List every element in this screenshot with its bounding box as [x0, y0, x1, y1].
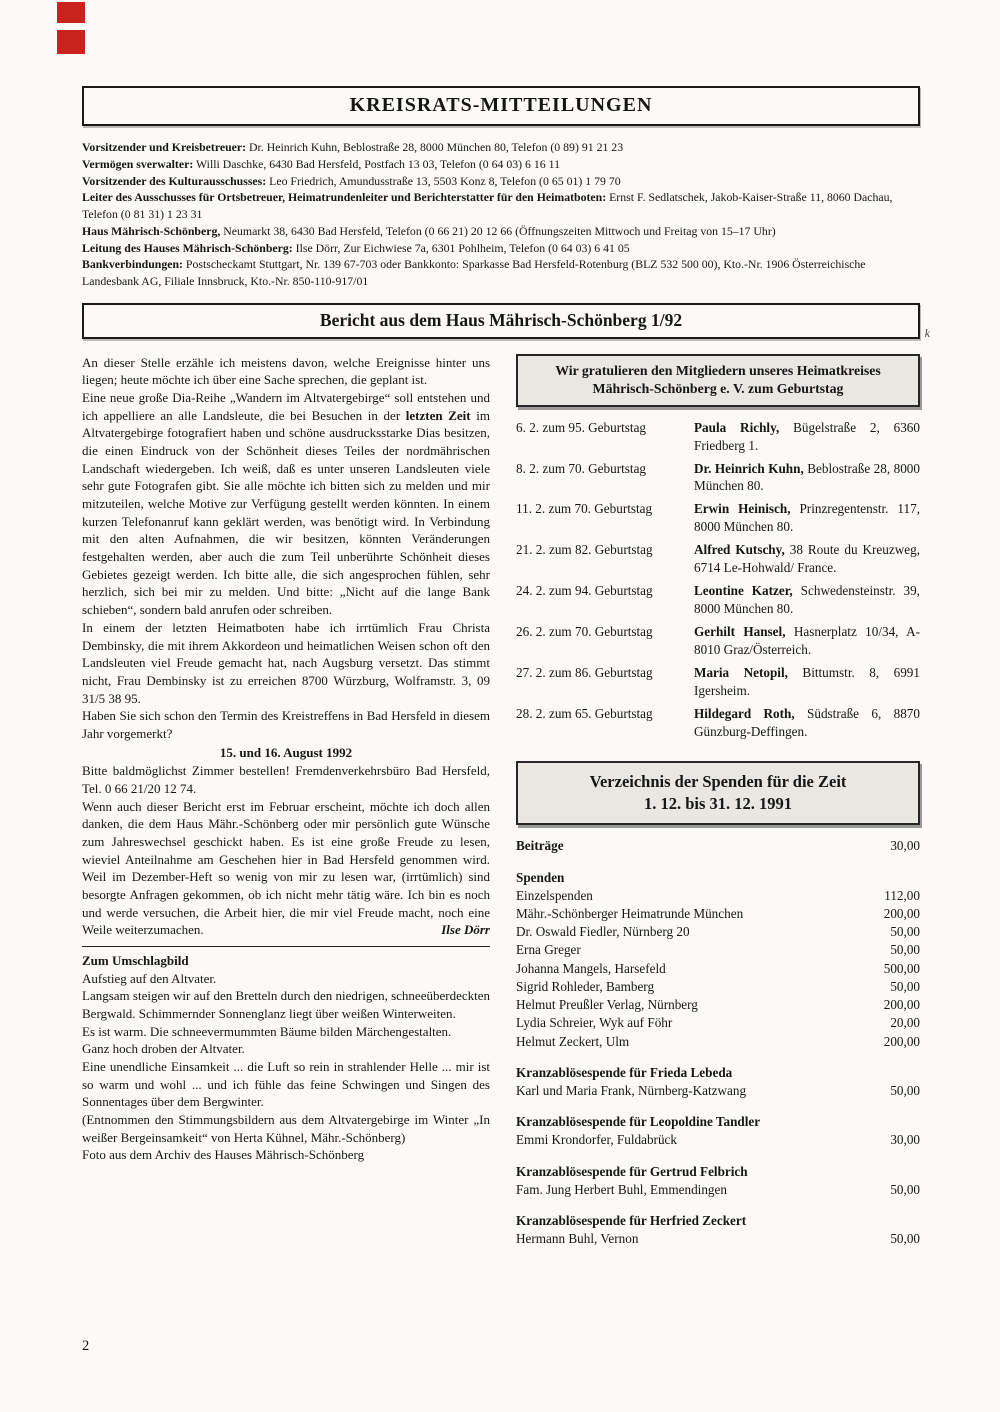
birthday-row [516, 460, 920, 496]
report-column [82, 354, 490, 1164]
donation-name: Lydia Schreier, Wyk auf Föhr [516, 1015, 673, 1031]
donation-box [516, 761, 920, 826]
donation-row [516, 960, 920, 978]
contact-line-label: Bankverbindungen: [82, 257, 183, 272]
paragraph: Ganz hoch droben der Altvater. [82, 1041, 245, 1057]
donation-amount: 50,00 [890, 942, 920, 958]
birthday-title-line2: Mährisch-Schönberg e. V. zum Geburtstag [592, 380, 844, 396]
donation-name: Kranzablösespende für Frieda Lebeda [516, 1064, 733, 1080]
donation-row [516, 1181, 920, 1199]
donation-list [516, 837, 920, 1248]
paragraph: Eine unendliche Einsamkeit ... die Luft so rein in strahlender Helle ... mir ist so warm und wohl ... und ich fühle das feine Schwingen und Singen des Sonnentages über dem Bergwinter. [82, 1058, 490, 1110]
donation-row [516, 923, 920, 941]
contact-line: Vorsitzender des Kulturausschusses: Leo Friedrich, Amundusstraße 13, 5503 Konz 8, Telefon (0 65 01) 1 79 70 [82, 173, 621, 188]
donation-name: Helmut Preußler Verlag, Nürnberg [516, 997, 698, 1013]
contact-line-label: Vorsitzender des Kulturausschusses: [82, 173, 267, 188]
paragraph: Aufstieg auf den Altvater. [82, 970, 217, 986]
birthday-row [516, 500, 920, 536]
birthday-info: Gerhilt Hansel, Hasnerplatz 10/34, A-8010 Graz/Österreich. [694, 624, 921, 658]
donation-name: Johanna Mangels, Harsefeld [516, 960, 666, 976]
donation-name: Fam. Jung Herbert Buhl, Emmendingen [516, 1181, 727, 1197]
birthday-date: 6. 2. zum 95. Geburtstag [516, 419, 647, 435]
paragraph: Wenn auch dieser Bericht erst im Februar erscheint, möchte ich doch allen danken, die dem Haus Mähr.-Schönberg oder mir persönlich gute Wünsche zum Jahreswechsel geschickt haben. Es ist eine große Freude zu lesen, wieviel Anteilnahme am Geschehen hier in Bad Hersfeld genommen wird. Weil im Dezember-Heft so wenig von mir zu lesen war, (irrtümlich) sind besorgte Anfragen gekommen, ob ich nicht mehr tätig wäre. Ich bin es noch und werde versuchen, die Arbeit hier, die mir viel Freude macht, noch eine Weile weiterzumachen. [82, 798, 490, 938]
contact-line-label: Leitung des Hauses Mährisch-Schönberg: [82, 240, 293, 255]
birthday-row [516, 664, 920, 700]
red-registration-mark [57, 30, 85, 54]
contact-line-label: Leiter des Ausschusses für Ortsbetreuer, Heimatrundenleiter und Berichterstatter für den Heimatboten: [82, 190, 607, 205]
birthday-date: 8. 2. zum 70. Geburtstag [516, 460, 647, 476]
paragraph: Bitte baldmöglichst Zimmer bestellen! Fremdenverkehrsbüro Bad Hersfeld, Tel. 0 66 21/20 12 74. [82, 763, 490, 796]
donation-name: Mähr.-Schönberger Heimatrunde München [516, 906, 744, 922]
red-registration-mark [57, 2, 85, 23]
section-heading: Zum Umschlagbild [82, 952, 189, 968]
date-highlight: 15. und 16. August 1992 [219, 744, 353, 760]
donation-name: Kranzablösespende für Gertrud Felbrich [516, 1163, 748, 1179]
paragraph [82, 389, 490, 619]
donation-amount: 50,00 [890, 924, 920, 940]
list-spacer [516, 1100, 920, 1113]
donation-amount: 50,00 [890, 1181, 920, 1197]
paragraph: Langsam steigen wir auf den Bretteln durch den niedrigen, schneeüberdeckten Bergwald. Schimmernder Sonnenglanz liegt über weißen Winterweiten. [82, 988, 490, 1021]
donation-amount: 500,00 [883, 960, 920, 976]
donation-row [516, 905, 920, 923]
birthday-info: Paula Richly, Bügelstraße 2, 6360 Friedberg 1. [694, 419, 920, 453]
birthday-name: Alfred Kutschy, [694, 542, 785, 558]
paragraph: Haben Sie sich schon den Termin des Kreistreffens in Bad Hersfeld in diesem Jahr vorgemerkt? [82, 708, 490, 741]
donation-row [516, 1163, 920, 1181]
donation-row [516, 996, 920, 1014]
contact-line: Haus Mährisch-Schönberg, Neumarkt 38, 6430 Bad Hersfeld, Telefon (0 66 21) 20 12 66 (Öffnungszeiten Mittwoch und Freitag von 15–17 Uhr) [82, 223, 776, 238]
birthday-row [516, 705, 920, 741]
report-title-box [82, 303, 920, 339]
contact-line: Leitung des Hauses Mährisch-Schönberg: Ilse Dörr, Zur Eichwiese 7a, 6301 Pohlheim, Telefon (0 64 03) 6 41 05 [82, 240, 630, 255]
birthday-name: Maria Netopil, [694, 665, 788, 681]
donation-name: Kranzablösespende für Herfried Zeckert [516, 1213, 747, 1229]
birthday-info: Leontine Katzer, Schwedensteinstr. 39, 8000 München 80. [694, 583, 920, 617]
birthday-list [516, 419, 920, 741]
donation-name: Kranzablösespende für Leopoldine Tandler [516, 1114, 761, 1130]
page-content [82, 86, 920, 1249]
page-number: 2 [82, 1338, 90, 1354]
contact-line: Leiter des Ausschusses für Ortsbetreuer, Heimatrundenleiter und Berichterstatter für den Heimatboten: Ernst F. Sedlatschek, Jakob-Kaiser-Straße 11, 8060 Dachau, Telefon (0 81 31) 1 23 31 [82, 190, 893, 221]
donation-row [516, 1212, 920, 1230]
masthead-box [82, 86, 920, 126]
birthday-row [516, 541, 920, 577]
donation-name: Dr. Oswald Fiedler, Nürnberg 20 [516, 924, 690, 940]
donation-amount: 112,00 [884, 887, 920, 903]
contact-line-label: Haus Mährisch-Schönberg, [82, 223, 221, 238]
masthead-title: KREISRATS-MITTEILUNGEN [349, 94, 653, 116]
signature: Ilse Dörr [433, 922, 490, 937]
donation-name: Hermann Buhl, Vernon [516, 1231, 639, 1247]
right-column [516, 354, 920, 1249]
donation-row [516, 1064, 920, 1082]
birthday-date: 24. 2. zum 94. Geburtstag [516, 583, 653, 599]
paragraph: An dieser Stelle erzähle ich meistens davon, welche Ereignisse hinter uns liegen; heute möchte ich über eine Sache sprechen, die geplant ist. [82, 354, 490, 388]
birthday-name: Hildegard Roth, [694, 705, 795, 721]
donation-amount: 50,00 [890, 1083, 920, 1098]
donation-title-line2: 1. 12. bis 31. 12. 1991 [643, 793, 793, 813]
paragraph-text: Eine neue große Dia-Reihe „Wandern im Altvatergebirge“ soll entstehen und ich appelliere an alle Landsleute, die bei Besuchen in der [82, 390, 490, 423]
list-spacer [516, 1051, 920, 1064]
birthday-date: 27. 2. zum 86. Geburtstag [516, 665, 653, 681]
donation-row [516, 978, 920, 996]
birthday-date: 21. 2. zum 82. Geburtstag [516, 542, 653, 558]
donation-amount: 30,00 [890, 1132, 920, 1148]
birthday-name: Paula Richly, [694, 419, 780, 435]
birthday-info: Dr. Heinrich Kuhn, Beblostraße 28, 8000 München 80. [694, 460, 920, 494]
paragraph-text: im Altvatergebirge fotografiert haben und schöne ausdrucksstarke Dias besitzen, die einen Eindruck von der Schönheit dieses Teiles der nordmährischen Landschaft wiedergeben. Ich weiß, daß es unter unseren Landsleuten viele sehr gute Fotografen gibt. Sie alle möchte ich bitten sich zu melden und mir mitzuteilen, welche Motive zur Verfügung gestellt werden könnten. In einem kurzen Telefonanruf kann geklärt werden, was benötigt wird. In Verbindung mit den alten Aufnahmen, die wir besitzen, könnten Veränderungen festgehalten werden, aber auch die zum Teil unberührte Schönheit dieses Gebietes gezeigt werden. Ich bitte alle, die sich angesprochen fühlen, sehr herzlich, sich bei mir zu melden. Und bitte: „Nicht auf die lange Bank schieben“, sondern bald anrufen oder schreiben. [82, 407, 490, 618]
donation-row [516, 1230, 920, 1248]
birthday-name: Leontine Katzer, [694, 583, 793, 599]
birthday-row [516, 582, 920, 618]
stray-ink-mark: k [924, 326, 930, 340]
donation-name: Emmi Krondorfer, Fuldabrück [516, 1132, 677, 1148]
donation-row [516, 869, 920, 887]
donation-amount: 50,00 [890, 1231, 920, 1247]
birthday-box [516, 354, 920, 407]
donation-row [516, 1033, 920, 1051]
donation-amount: 200,00 [883, 906, 920, 922]
donation-amount: 20,00 [890, 1015, 920, 1031]
donation-amount: 30,00 [890, 838, 920, 854]
donation-row [516, 837, 920, 855]
birthday-name: Gerhilt Hansel, [694, 624, 786, 640]
list-spacer [516, 856, 920, 869]
donation-row [516, 887, 920, 905]
birthday-name: Dr. Heinrich Kuhn, [694, 460, 804, 476]
donation-amount: 200,00 [883, 1033, 920, 1049]
two-column-layout [82, 354, 920, 1249]
report-title: Bericht aus dem Haus Mährisch-Schönberg 1/92 [319, 309, 683, 330]
donation-name: Erna Greger [516, 942, 581, 958]
paragraph: (Entnommen den Stimmungsbildern aus dem Altvatergebirge im Winter „In weißer Bergeinsamkeit“ von Herta Kühnel, Mähr.-Schönberg) [82, 1111, 490, 1145]
birthday-date: 28. 2. zum 65. Geburtstag [516, 705, 653, 721]
donation-row [516, 941, 920, 959]
birthday-date: 11. 2. zum 70. Geburtstag [516, 501, 653, 517]
donation-name: Sigrid Rohleder, Bamberg [516, 978, 655, 994]
paragraph: In einem der letzten Heimatboten habe ich irrtümlich Frau Christa Dembinsky, die mit ihrem Akkordeon und heimatlichen Weisen schon oft den Landsleuten viel Freude gemacht hat, nach Augsburg versetzt. Das stimmt nicht, Frau Dembinsky ist zu erreichen 8700 Würzburg, Wolframstr. 3, 09 31/5 38 95. [82, 619, 490, 706]
birthday-name: Erwin Heinisch, [694, 501, 791, 517]
list-spacer [516, 1199, 920, 1212]
donation-name: Beiträge [516, 838, 564, 854]
donation-name: Spenden [516, 869, 565, 885]
emphasis-text: letzten Zeit [405, 407, 471, 423]
donation-row [516, 1082, 920, 1100]
birthday-title-line1: Wir gratulieren den Mitgliedern unseres Heimatkreises [555, 362, 881, 378]
birthday-row [516, 419, 920, 455]
donation-name: Helmut Zeckert, Ulm [516, 1033, 630, 1049]
donation-name: Einzelspenden [516, 887, 593, 903]
contact-line: Bankverbindungen: Postscheckamt Stuttgart, Nr. 139 67-703 oder Bankkonto: Sparkasse Bad Hersfeld-Rotenburg (BLZ 532 500 00), Kto.-Nr. 1906 Österreichische Landesbank AG, Filiale Innsbruck, Kto.-Nr. 850-110-917/01 [82, 257, 866, 288]
contact-line: Vermögen sverwalter: Willi Daschke, 6430 Bad Hersfeld, Postfach 13 03, Telefon (0 64 03) 6 16 11 [82, 156, 561, 171]
birthday-date: 26. 2. zum 70. Geburtstag [516, 624, 653, 640]
donation-amount: 50,00 [890, 978, 920, 994]
birthday-info: Alfred Kutschy, 38 Route du Kreuzweg, 6714 Le-Hohwald/ France. [694, 542, 920, 576]
birthday-info: Maria Netopil, Bittumstr. 8, 6991 Igersheim. [694, 665, 920, 698]
donation-title-line1: Verzeichnis der Spenden für die Zeit [589, 771, 847, 791]
list-spacer [516, 1150, 920, 1163]
birthday-row [516, 623, 920, 659]
donation-row [516, 1113, 920, 1131]
donation-name: Karl und Maria Frank, Nürnberg-Katzwang [516, 1083, 747, 1098]
contact-line-label: Vermögen sverwalter: [82, 156, 194, 171]
paragraph: Es ist warm. Die schneevermummten Bäume bilden Märchengestalten. [82, 1023, 452, 1039]
donation-row [516, 1014, 920, 1032]
donation-row [516, 1131, 920, 1149]
contact-line-label: Vorsitzender und Kreisbetreuer: [82, 140, 247, 154]
contact-line: Vorsitzender und Kreisbetreuer: Dr. Heinrich Kuhn, Beblostraße 28, 8000 München 80, Telefon (0 89) 91 21 23 [82, 140, 624, 154]
contact-block [82, 139, 920, 290]
paragraph: Foto aus dem Archiv des Hauses Mährisch-Schönberg [82, 1147, 365, 1163]
donation-amount: 200,00 [883, 997, 920, 1013]
birthday-info: Hildegard Roth, Südstraße 6, 8870 Günzburg-Deffingen. [694, 705, 920, 739]
birthday-info: Erwin Heinisch, Prinzregentenstr. 117, 8000 München 80. [694, 501, 920, 535]
section-divider [82, 946, 490, 947]
